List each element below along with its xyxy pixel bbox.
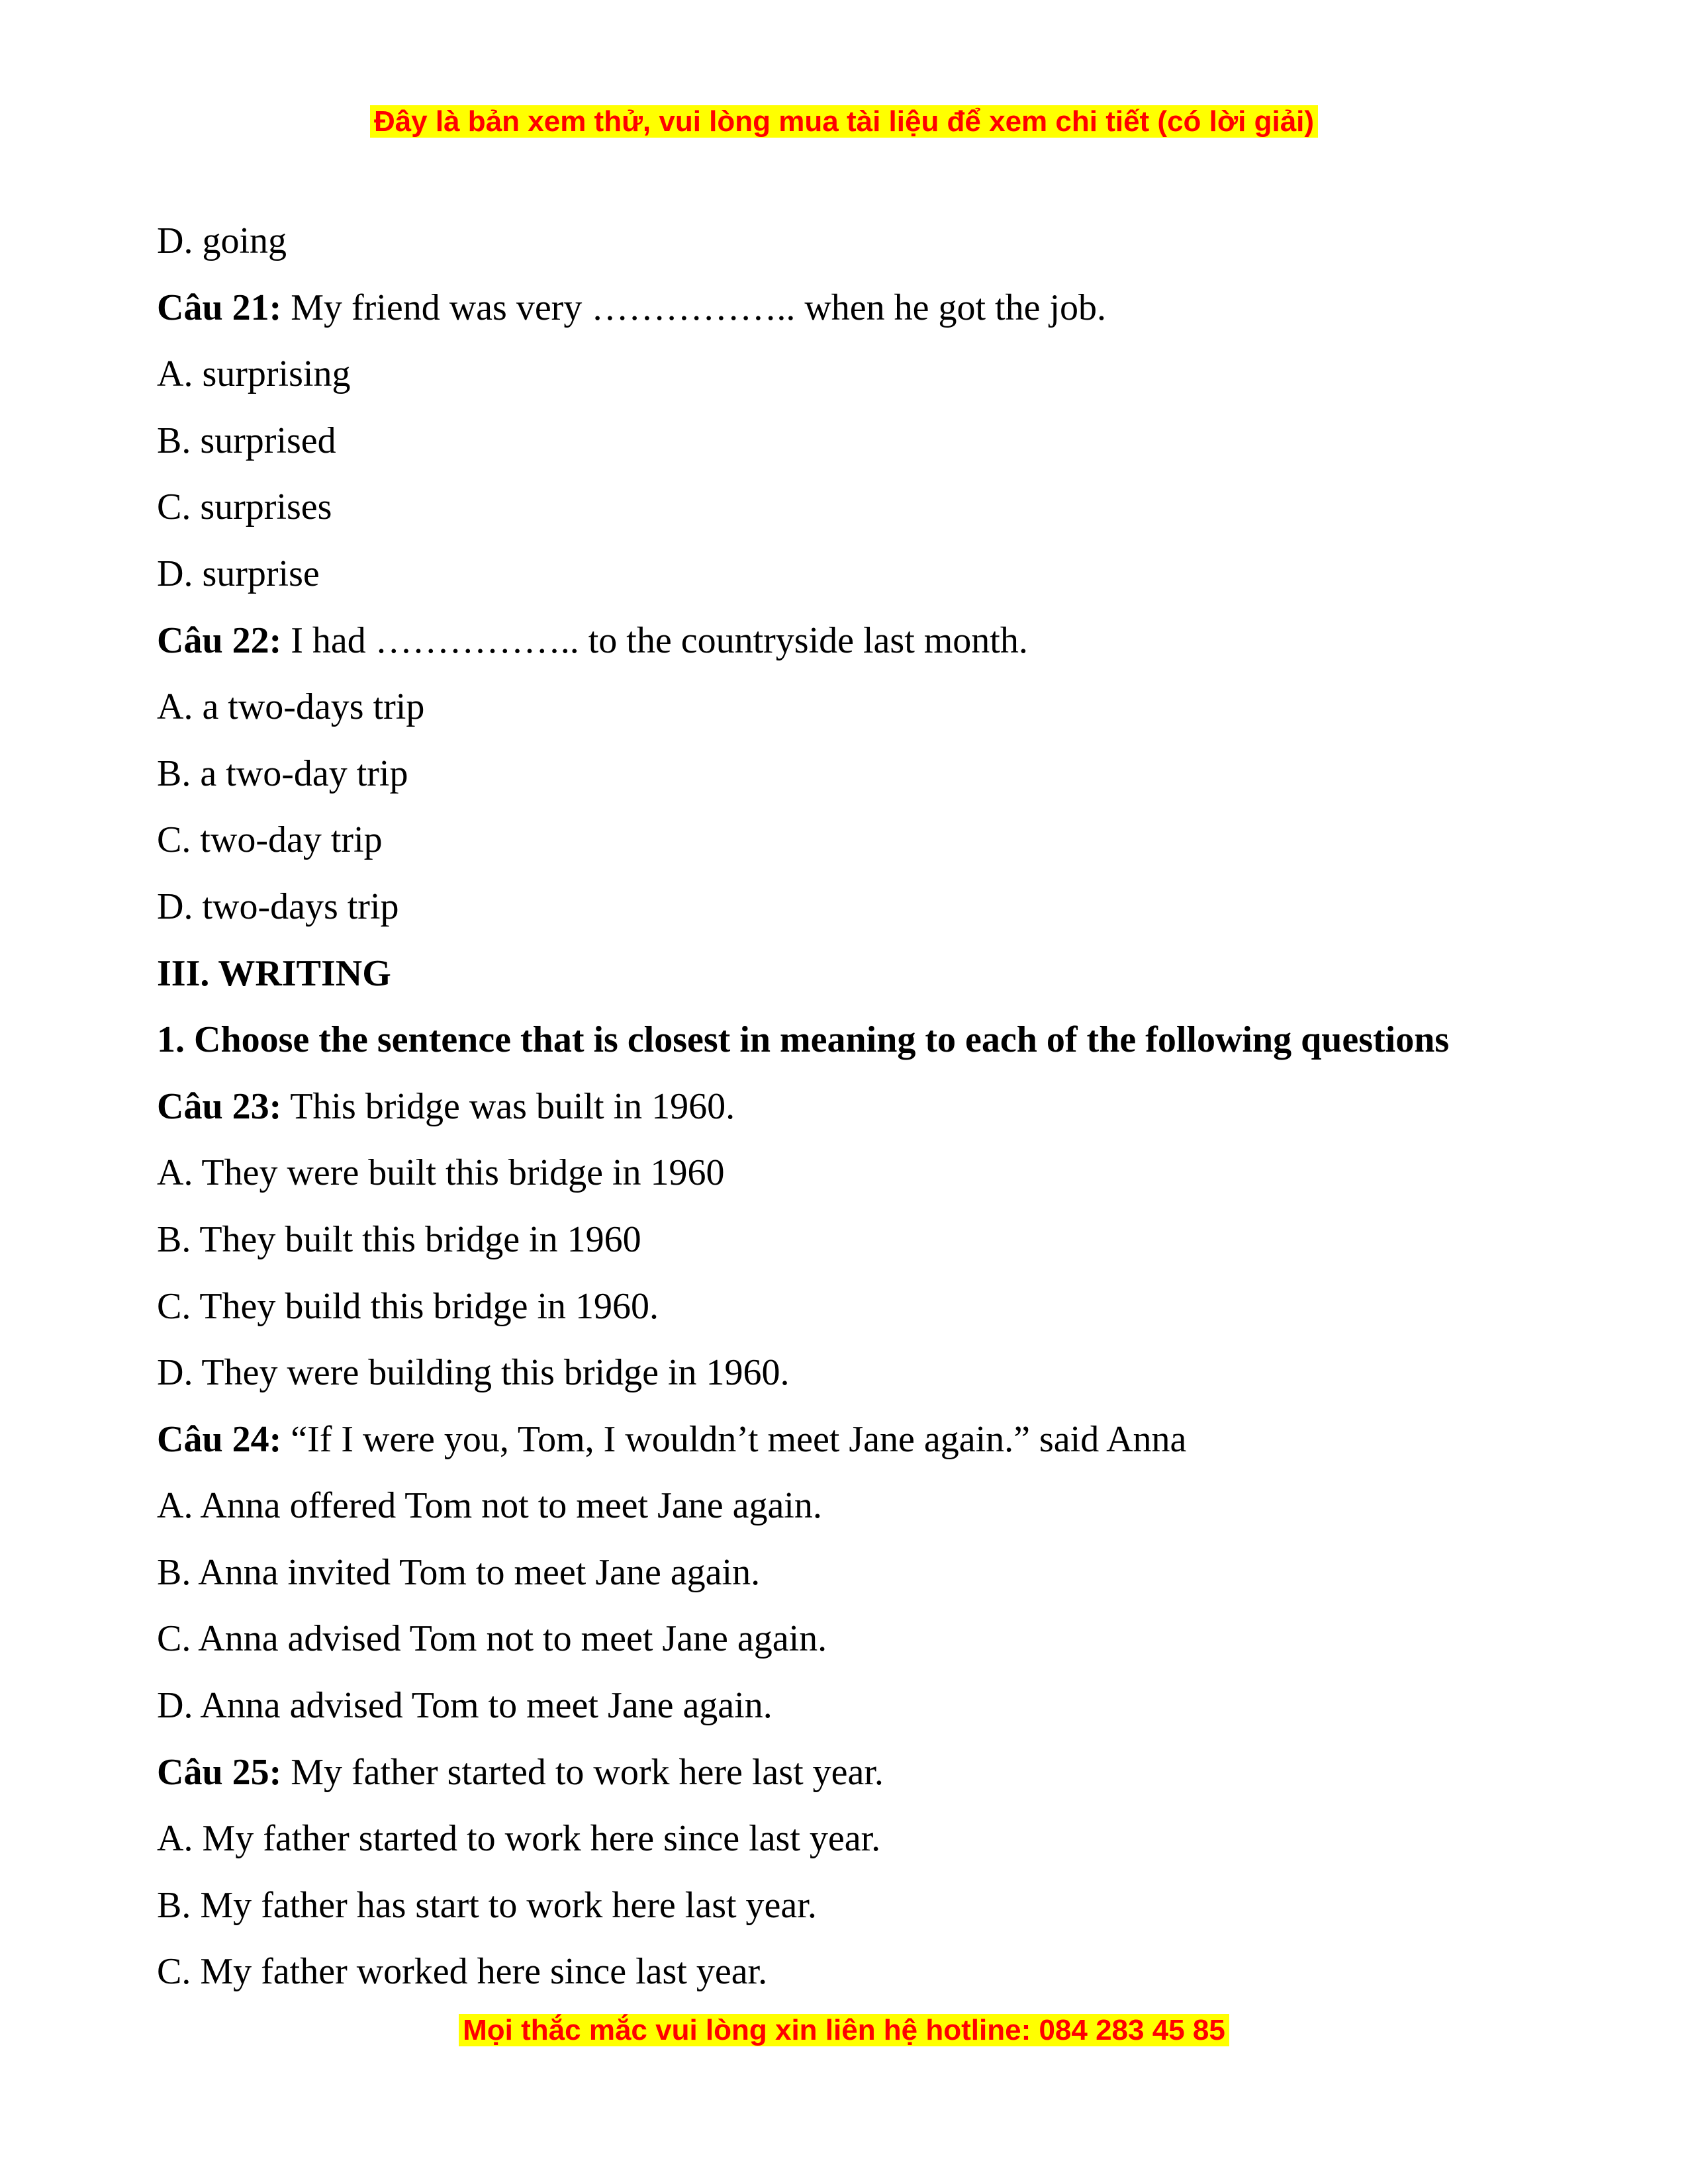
- section-title: III. WRITING: [157, 952, 391, 994]
- q23-option-d: D. They were building this bridge in 1960.: [157, 1352, 790, 1394]
- question-22: [157, 608, 1547, 674]
- preview-notice-text: Đây là bản xem thử, vui lòng mua tài liệu để xem chi tiết (có lời giải): [370, 105, 1318, 138]
- q24-option-c: C. Anna advised Tom not to meet Jane again.: [157, 1618, 827, 1660]
- question-21-label: Câu 21:: [157, 287, 282, 328]
- q22-option-a: A. a two-days trip: [157, 686, 425, 728]
- q21-option-c: C. surprises: [157, 486, 332, 528]
- q23-option-c: C. They build this bridge in 1960.: [157, 1285, 659, 1327]
- q21-option-b: B. surprised: [157, 420, 336, 461]
- question-22-label: Câu 22:: [157, 619, 282, 661]
- q24-option-b: B. Anna invited Tom to meet Jane again.: [157, 1551, 761, 1593]
- question-21-text: My friend was very …………….. when he got the job.: [281, 287, 1107, 328]
- question-25: [157, 1739, 1547, 1806]
- question-22-text: I had …………….. to the countryside last month.: [281, 619, 1028, 661]
- hotline-text: Mọi thắc mắc vui lòng xin liên hệ hotline: 084 283 45 85: [459, 2014, 1229, 2046]
- q25-option-c: C. My father worked here since last year.: [157, 1951, 768, 1993]
- q22-option-d: D. two-days trip: [157, 886, 399, 927]
- q24-option-d: D. Anna advised Tom to meet Jane again.: [157, 1685, 773, 1727]
- question-24-text: “If I were you, Tom, I wouldn’t meet Jane again.” said Anna: [281, 1418, 1187, 1460]
- question-25-text: My father started to work here last year.: [281, 1751, 884, 1793]
- q24-option-a: A. Anna offered Tom not to meet Jane again.: [157, 1485, 822, 1527]
- q21-option-a: A. surprising: [157, 353, 351, 395]
- question-24: [157, 1406, 1547, 1473]
- q20-option-d: D. going: [157, 220, 287, 261]
- q23-option-a: A. They were built this bridge in 1960: [157, 1152, 725, 1194]
- q22-option-b: B. a two-day trip: [157, 752, 408, 794]
- q23-option-b: B. They built this bridge in 1960: [157, 1218, 641, 1260]
- question-24-label: Câu 24:: [157, 1418, 282, 1460]
- question-21: [157, 275, 1547, 341]
- hotline-banner: [0, 2009, 1688, 2052]
- q25-option-a: A. My father started to work here since last year.: [157, 1818, 881, 1860]
- q21-option-d: D. surprise: [157, 553, 320, 594]
- section-subtitle: 1. Choose the sentence that is closest in meaning to each of the following questions: [157, 1019, 1450, 1061]
- document-body: [157, 208, 1547, 2005]
- question-25-label: Câu 25:: [157, 1751, 282, 1793]
- question-23-text: This bridge was built in 1960.: [281, 1085, 735, 1127]
- preview-notice-banner: [0, 101, 1688, 143]
- q22-option-c: C. two-day trip: [157, 819, 383, 861]
- question-23-label: Câu 23:: [157, 1085, 282, 1127]
- question-23: [157, 1073, 1547, 1140]
- q25-option-b: B. My father has start to work here last year.: [157, 1884, 817, 1926]
